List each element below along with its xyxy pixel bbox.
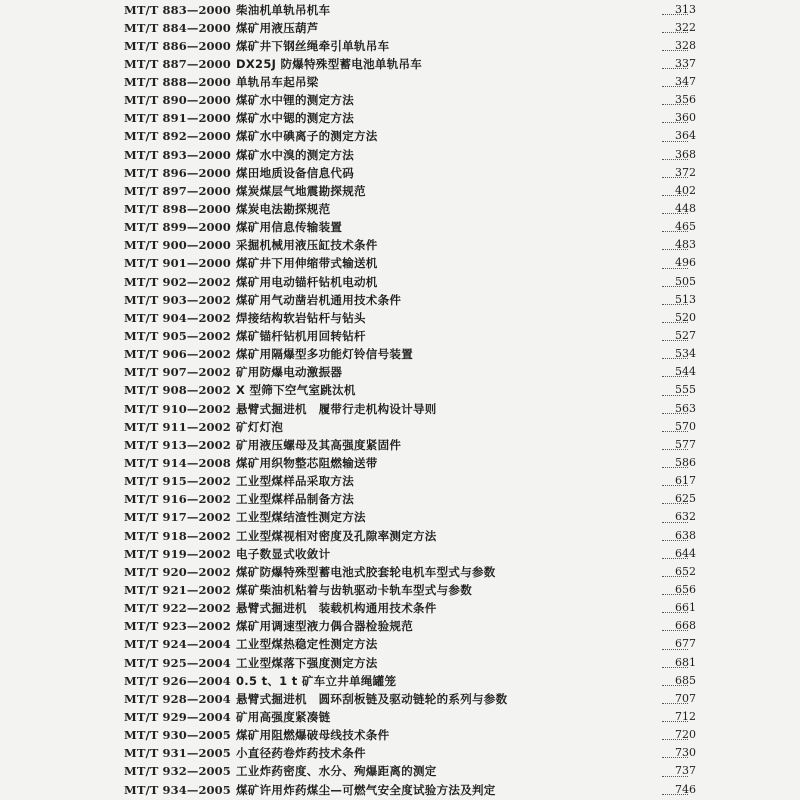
toc-entry (0, 127, 800, 145)
standard-title: 煤矿用气动凿岩机通用技术条件 (236, 292, 402, 307)
toc-entry (0, 418, 800, 436)
page-number: 570 (675, 419, 696, 433)
toc-entry (0, 91, 800, 109)
page-number: 527 (675, 329, 696, 343)
page-number: 685 (675, 673, 696, 687)
standard-code: MT/T 915—2002 (124, 474, 231, 489)
standard-title: 煤矿用信息传输装置 (236, 220, 343, 235)
page-number: 520 (675, 310, 696, 324)
standard-title: 工业型煤样品制备方法 (236, 492, 354, 507)
page-number: 448 (675, 202, 696, 216)
page-number: 360 (675, 111, 696, 125)
page-number: 347 (675, 75, 696, 89)
standard-code: MT/T 900—2000 (124, 238, 231, 253)
standard-code: MT/T 891—2000 (124, 111, 231, 126)
standard-title: 煤矿水中锂的测定方法 (236, 93, 354, 108)
standard-title: 煤矿用液压葫芦 (236, 20, 319, 35)
standard-title: 柴油机单轨吊机车 (236, 2, 331, 17)
standard-code: MT/T 901—2000 (124, 256, 231, 271)
standard-title: 采掘机械用液压缸技术条件 (236, 238, 378, 253)
toc-entry (0, 744, 800, 762)
standard-code: MT/T 931—2005 (124, 746, 231, 761)
standard-title: 煤矿许用炸药煤尘—可燃气安全度试验方法及判定 (236, 782, 496, 797)
standard-code: MT/T 908—2002 (124, 383, 231, 398)
standard-title: 煤炭电法勘探规范 (236, 202, 331, 217)
toc-entry (0, 563, 800, 581)
standard-title: 煤矿用隔爆型多功能灯铃信号装置 (236, 347, 413, 362)
standard-title: 煤矿水中锶的测定方法 (236, 111, 354, 126)
standard-code: MT/T 905—2002 (124, 329, 231, 344)
toc-entry (0, 19, 800, 37)
toc-entry (0, 581, 800, 599)
standard-code: MT/T 886—2000 (124, 38, 231, 53)
page-number: 720 (675, 728, 696, 742)
page-number: 322 (675, 20, 696, 34)
toc-entry (0, 400, 800, 418)
standard-title: 矿灯灯泡 (236, 419, 284, 434)
standard-title: 悬臂式掘进机 履带行走机构设计导则 (236, 401, 437, 416)
standard-title: 煤矿井下钢丝绳牵引单轨吊车 (236, 38, 390, 53)
standard-code: MT/T 884—2000 (124, 20, 231, 35)
page-number: 712 (675, 709, 696, 723)
toc-entry (0, 635, 800, 653)
standard-code: MT/T 929—2004 (124, 709, 231, 724)
page-number: 483 (675, 238, 696, 252)
standard-title: 煤矿用织物整芯阻燃输送带 (236, 456, 378, 470)
standard-code: MT/T 903—2002 (124, 292, 231, 307)
standard-code: MT/T 896—2000 (124, 165, 231, 180)
standard-code: MT/T 906—2002 (124, 347, 231, 362)
standard-code: MT/T 907—2002 (124, 365, 231, 380)
page-number: 661 (675, 601, 696, 615)
standard-title: 悬臂式掘进机 圆环刮板链及驱动链轮的系列与参数 (236, 691, 508, 706)
page-number: 505 (675, 274, 696, 288)
standard-title: 0.5 t、1 t 矿车立井单绳罐笼 (236, 673, 397, 688)
page-number: 617 (675, 474, 696, 488)
standard-code: MT/T 921—2002 (124, 582, 231, 597)
toc-entry (0, 327, 800, 345)
page-number: 681 (675, 655, 696, 669)
toc-entry (0, 726, 800, 744)
toc-entry (0, 236, 800, 254)
page-number: 668 (675, 619, 696, 633)
standard-title: 矿用防爆电动激振器 (236, 365, 343, 380)
standard-title: 电子数显式收敛计 (236, 546, 331, 561)
page-number: 638 (675, 528, 696, 542)
standard-code: MT/T 920—2002 (124, 564, 231, 579)
toc-entry (0, 654, 800, 672)
standard-title: 煤矿水中碘离子的测定方法 (236, 129, 378, 144)
toc-entry (0, 708, 800, 726)
page-number: 496 (675, 256, 696, 270)
standard-code: MT/T 928—2004 (124, 691, 231, 706)
standard-code: MT/T 934—2005 (124, 782, 231, 797)
standard-title: 煤矿井下用伸缩带式输送机 (236, 256, 378, 271)
toc-entry (0, 527, 800, 545)
standard-code: MT/T 892—2000 (124, 129, 231, 144)
standard-title: 煤炭煤层气地震勘探规范 (236, 183, 366, 198)
standard-title: X 型筛下空气室跳汰机 (236, 383, 356, 398)
toc-entry (0, 436, 800, 454)
page-number: 632 (675, 510, 696, 524)
toc-entry (0, 490, 800, 508)
toc-entry (0, 273, 800, 291)
page-number: 746 (675, 782, 696, 796)
standard-code: MT/T 918—2002 (124, 528, 231, 543)
standard-code: MT/T 893—2000 (124, 147, 231, 162)
toc-entry (0, 164, 800, 182)
page-number: 402 (675, 183, 696, 197)
page-number: 555 (675, 383, 696, 397)
toc-entry (0, 690, 800, 708)
standard-title: 工业型煤结渣性测定方法 (236, 510, 366, 525)
standard-code: MT/T 890—2000 (124, 93, 231, 108)
toc-entry (0, 291, 800, 309)
page-number: 534 (675, 347, 696, 361)
standard-title: 煤矿用调速型液力偶合器检验规范 (236, 619, 413, 634)
toc-entry (0, 672, 800, 690)
standard-title: 单轨吊车起吊梁 (236, 75, 319, 90)
standard-code: MT/T 914—2008 (124, 456, 231, 470)
standard-code: MT/T 904—2002 (124, 310, 231, 325)
standard-title: 煤矿水中溴的测定方法 (236, 147, 354, 162)
standard-code: MT/T 898—2000 (124, 202, 231, 217)
page-number: 356 (675, 93, 696, 107)
toc-entry (0, 182, 800, 200)
standard-code: MT/T 930—2005 (124, 728, 231, 743)
standard-code: MT/T 911—2002 (124, 419, 231, 434)
page-number: 563 (675, 401, 696, 415)
standard-code: MT/T 923—2002 (124, 619, 231, 634)
standard-title: 煤矿柴油机粘着与齿轨驱动卡轨车型式与参数 (236, 582, 472, 597)
page-number: 328 (675, 38, 696, 52)
toc-entry (0, 146, 800, 164)
standard-title: 工业型煤落下强度测定方法 (236, 655, 378, 670)
standard-code: MT/T 888—2000 (124, 75, 231, 90)
page-number: 313 (675, 2, 696, 16)
standard-code: MT/T 887—2000 (124, 56, 231, 71)
page-number: 677 (675, 637, 696, 651)
toc-entry (0, 545, 800, 563)
page-number: 368 (675, 147, 696, 161)
standard-title: 煤矿锚杆钻机用回转钻杆 (236, 329, 366, 344)
standard-title: 煤田地质设备信息代码 (236, 165, 354, 180)
page-number: 337 (675, 56, 696, 70)
toc-entry (0, 37, 800, 55)
toc-entry (0, 218, 800, 236)
page-number: 513 (675, 292, 696, 306)
toc-entry (0, 508, 800, 526)
toc-entry (0, 55, 800, 73)
page-number: 372 (675, 165, 696, 179)
page-number: 652 (675, 564, 696, 578)
toc-entry (0, 599, 800, 617)
standard-title: 悬臂式掘进机 装载机构通用技术条件 (236, 601, 437, 616)
standard-title: 煤矿用阻燃爆破母线技术条件 (236, 728, 390, 743)
page-number: 737 (675, 764, 696, 778)
toc-entry (0, 200, 800, 218)
page-number: 465 (675, 220, 696, 234)
page-number: 544 (675, 365, 696, 379)
standard-code: MT/T 913—2002 (124, 437, 231, 452)
standard-code: MT/T 902—2002 (124, 274, 231, 289)
standard-title: 煤矿用电动锚杆钻机电动机 (236, 274, 378, 289)
standard-code: MT/T 924—2004 (124, 637, 231, 652)
standard-title: 工业型煤样品采取方法 (236, 474, 354, 489)
standard-code: MT/T 919—2002 (124, 546, 231, 561)
toc-entry (0, 381, 800, 399)
page-number: 625 (675, 492, 696, 506)
standard-code: MT/T 897—2000 (124, 183, 231, 198)
standard-code: MT/T 932—2005 (124, 764, 231, 779)
toc-entry (0, 454, 800, 472)
standard-title: 工业型煤热稳定性测定方法 (236, 637, 378, 652)
page-number: 577 (675, 437, 696, 451)
standard-title: 煤矿防爆特殊型蓄电池式胶套轮电机车型式与参数 (236, 564, 496, 579)
standard-code: MT/T 922—2002 (124, 601, 231, 616)
toc-entry (0, 109, 800, 127)
page-number: 586 (675, 456, 696, 469)
standard-code: MT/T 910—2002 (124, 401, 231, 416)
toc-entry (0, 472, 800, 490)
standard-code: MT/T 916—2002 (124, 492, 231, 507)
standard-title: 工业型煤视相对密度及孔隙率测定方法 (236, 528, 437, 543)
toc-entry (0, 781, 800, 799)
standard-code: MT/T 925—2004 (124, 655, 231, 670)
page-number: 656 (675, 582, 696, 596)
standard-title: 焊接结构软岩钻杆与钻头 (236, 310, 366, 325)
toc-entry (0, 345, 800, 363)
standard-title: 矿用高强度紧凑链 (236, 709, 331, 724)
page-number: 730 (675, 746, 696, 760)
standard-title: 工业炸药密度、水分、殉爆距离的测定 (236, 764, 437, 779)
standard-title: DX25J 防爆特殊型蓄电池单轨吊车 (236, 56, 423, 71)
toc-entry (0, 73, 800, 91)
standard-code: MT/T 899—2000 (124, 220, 231, 235)
toc-entry (0, 762, 800, 780)
standard-code: MT/T 926—2004 (124, 673, 231, 688)
standard-title: 小直径药卷炸药技术条件 (236, 746, 366, 761)
standard-code: MT/T 917—2002 (124, 510, 231, 525)
standard-code: MT/T 883—2000 (124, 2, 231, 17)
toc-entry (0, 1, 800, 19)
page-number: 707 (675, 691, 696, 705)
toc-entry (0, 363, 800, 381)
page-number: 364 (675, 129, 696, 143)
page-number: 644 (675, 546, 696, 560)
toc-entry (0, 309, 800, 327)
standard-title: 矿用液压螺母及其高强度紧固件 (236, 437, 402, 452)
toc-entry (0, 254, 800, 272)
toc-entry (0, 617, 800, 635)
